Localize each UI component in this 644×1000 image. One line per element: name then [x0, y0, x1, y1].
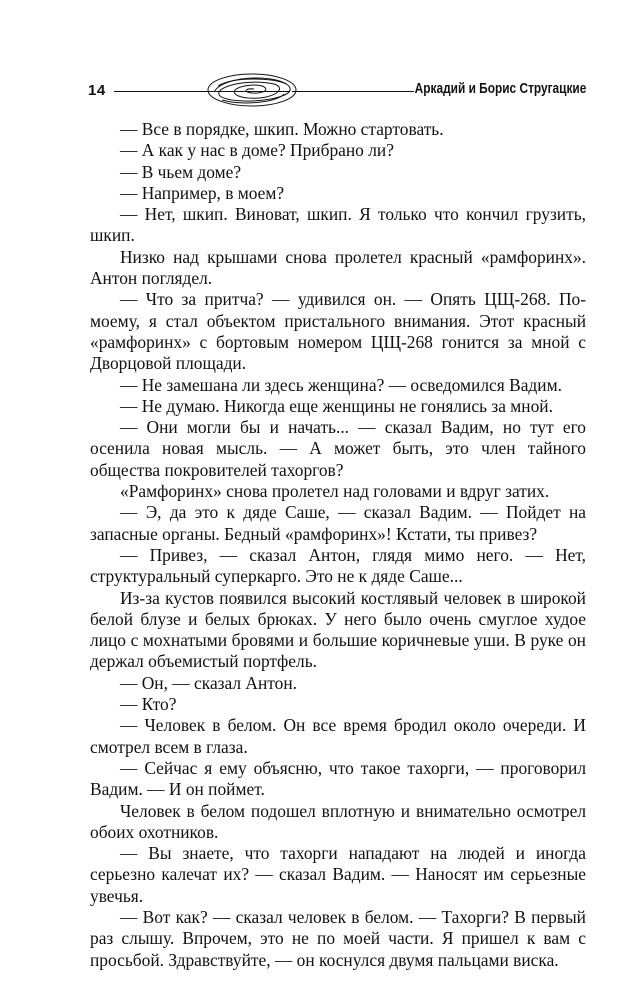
page-header [86, 68, 586, 112]
paragraph: Человек в белом подошел вплотную и внимательно осмотрел обоих охотников. [90, 800, 586, 842]
paragraph: — В чьем доме? [120, 161, 242, 182]
paragraph: — Привез, — сказал Антон, глядя мимо него. — Нет, структуральный суперкарго. Это не к дяде Саше... [90, 544, 586, 587]
paragraph: — Что за притча? — удивился он. — Опять ЦЩ-268. По-моему, я стал объектом пристального внимания. Этот красный «рамфоринх» с бортовым номером ЦЩ-268 гонится за мной с Дворцовой площади. [90, 289, 586, 374]
paragraph: — Он, — сказал Антон. [120, 672, 298, 693]
paragraph: — Вот как? — сказал человек в белом. — Тахорги? В первый раз слышу. Впрочем, это не по моей части. Я пришел к вам с просьбой. Здравствуйте, — он коснулся двумя пальцами виска. [90, 906, 586, 970]
paragraph: — Например, в моем? [120, 182, 285, 203]
swirl-ornament-icon [204, 70, 300, 110]
running-title: Аркадий и Борис Стругацкие [414, 81, 586, 97]
paragraph: — Не думаю. Никогда еще женщины не гонялись за мной. [120, 395, 553, 416]
paragraph: — Сейчас я ему объясню, что такое тахорги, — проговорил Вадим. — И он поймет. [90, 757, 586, 800]
paragraph: Низко над крышами снова пролетел красный «рамфоринх». Антон поглядел. [90, 246, 586, 289]
paragraph: — Не замешана ли здесь женщина? — осведомился Вадим. [120, 374, 562, 395]
paragraph: — Они могли бы и начать... — сказал Вадим, но тут его осенила новая мысль. — А может быть, это член тайного общества покровителей тахоргов? [90, 417, 586, 480]
paragraph: — Все в порядке, шкип. Можно стартовать. [120, 119, 444, 139]
paragraph: — А как у нас в доме? Прибрано ли? [120, 140, 394, 161]
page-number: 14 [88, 82, 106, 99]
paragraph: «Рамфоринх» снова пролетел над головами и вдруг затих. [120, 481, 550, 502]
body-text [90, 119, 586, 971]
paragraph: — Человек в белом. Он все время бродил около очереди. И смотрел всем в глаза. [90, 715, 586, 757]
paragraph: — Нет, шкип. Виноват, шкип. Я только что кончил грузить, шкип. [90, 204, 586, 246]
paragraph: — Э, да это к дяде Саше, — сказал Вадим. — Пойдет на запасные органы. Бедный «рамфоринх»! Кстати, ты привез? [90, 502, 586, 544]
paragraph: — Кто? [120, 694, 177, 715]
paragraph: Из-за кустов появился высокий костлявый человек в широкой белой блузе и белых брюках. У него было очень смуглое худое лицо с мохнатыми бровями и большие коричневые уши. В руке он держал объемистый портфель. [90, 587, 586, 672]
header-rule-right [292, 91, 414, 92]
paragraph: — Вы знаете, что тахорги нападают на людей и иногда серьезно калечат их? — сказал Вадим. — Наносят им серьезные увечья. [90, 843, 586, 906]
